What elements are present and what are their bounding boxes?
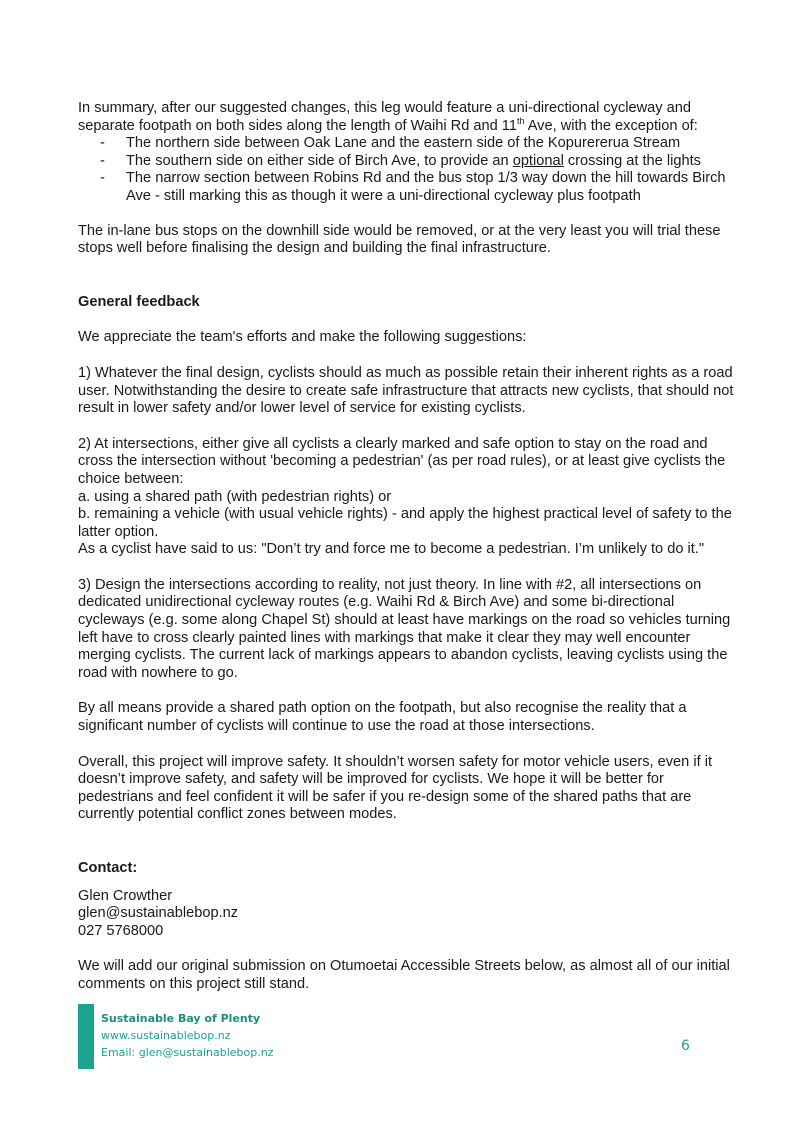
closing-paragraph: We will add our original submission on Otumoetai Accessible Streets below, as almost all of our initial comments on this project still stand. (78, 958, 730, 992)
general-intro: We appreciate the team's efforts and make the following suggestions: (78, 329, 527, 346)
footer-org-name: Sustainable Bay of Plenty (101, 1012, 261, 1025)
point-1: 1) Whatever the final design, cyclists should as much as possible retain their inherent rights as a road user. Notwithstanding the desire to create safe infrastructure that attracts new cyclists, that should not result in lower safety and/or lower level of service for existing cyclists. (78, 364, 734, 417)
contact-phone: 027 5768000 (78, 922, 164, 939)
list-item: - The narrow section between Robins Rd and the bus stop 1/3 way down the hill towards Birch Ave - still marking this as though it were a uni-directional cycleway plus footpath (78, 170, 738, 205)
superscript-th: th (516, 115, 525, 126)
footer-email-link[interactable]: Email: glen@sustainablebop.nz (101, 1046, 274, 1059)
document-body (78, 100, 738, 994)
footer-accent-bar (78, 1004, 94, 1069)
shared-path-paragraph: By all means provide a shared path option on the footpath, but also recognise the reality that a significant number of cyclists will continue to use the road at those intersections. (78, 700, 687, 735)
contact-name: Glen Crowther (78, 887, 173, 904)
footer (101, 1010, 274, 1061)
point-2-intro: 2) At intersections, either give all cyclists a clearly marked and safe option to stay on the road and cross the intersection without 'becoming a pedestrian' (as per road rules), or at least give cyclists the choice between: (78, 435, 726, 487)
point-2b: b. remaining a vehicle (with usual vehicle rights) - and apply the highest practical level of safety to the latter option. (78, 506, 732, 540)
contact-heading: Contact: (78, 860, 138, 876)
list-item: - The northern side between Oak Lane and the eastern side of the Kopurererua Stream (78, 135, 738, 153)
point-2a: a. using a shared path (with pedestrian rights) or (78, 488, 392, 505)
footer-website-link[interactable]: www.sustainablebop.nz (101, 1029, 231, 1042)
point-2-quote: As a cyclist have said to us: "Don’t try and force me to become a pedestrian. I’m unlikely to do it." (78, 541, 705, 558)
section-heading: General feedback (78, 293, 200, 310)
underlined-word: optional (512, 152, 564, 169)
page-number: 6 (681, 1038, 690, 1054)
exception-list (78, 135, 738, 205)
overall-paragraph: Overall, this project will improve safety. It shouldn’t worsen safety for motor vehicle users, even if it doesn’t improve safety, and safety will be improved for cyclists. We hope it will be better for pedestrians and feel confident it will be safer if you re-design some of the shared paths that are currently potential conflict zones between modes. (78, 753, 712, 823)
point-3: 3) Design the intersections according to reality, not just theory. In line with #2, all intersections on dedicated unidirectional cycleway routes (e.g. Waihi Rd & Birch Ave) and some bi-directional cycleways (e.g. some along Chapel St) should at least have markings on the road so vehicles turning left have to cross clearly painted lines with markings that make it clear they may well encounter merging cyclists. The current lack of markings appears to abandon cyclists, leaving cyclists using the road with nowhere to go. (78, 576, 731, 681)
contact-email[interactable]: glen@sustainablebop.nz (78, 905, 239, 922)
bus-stops-paragraph: The in-lane bus stops on the downhill side would be removed, or at the very least you will trial these stops well before finalising the design and building the final infrastructure. (78, 222, 721, 257)
summary-intro: In summary, after our suggested changes, this leg would feature a uni-directional cycleway and separate footpath on both sides along the length of Waihi Rd and 11th Ave, with the exception of: (78, 100, 698, 134)
list-item: - The southern side on either side of Birch Ave, to provide an optional crossing at the lights (78, 153, 738, 171)
